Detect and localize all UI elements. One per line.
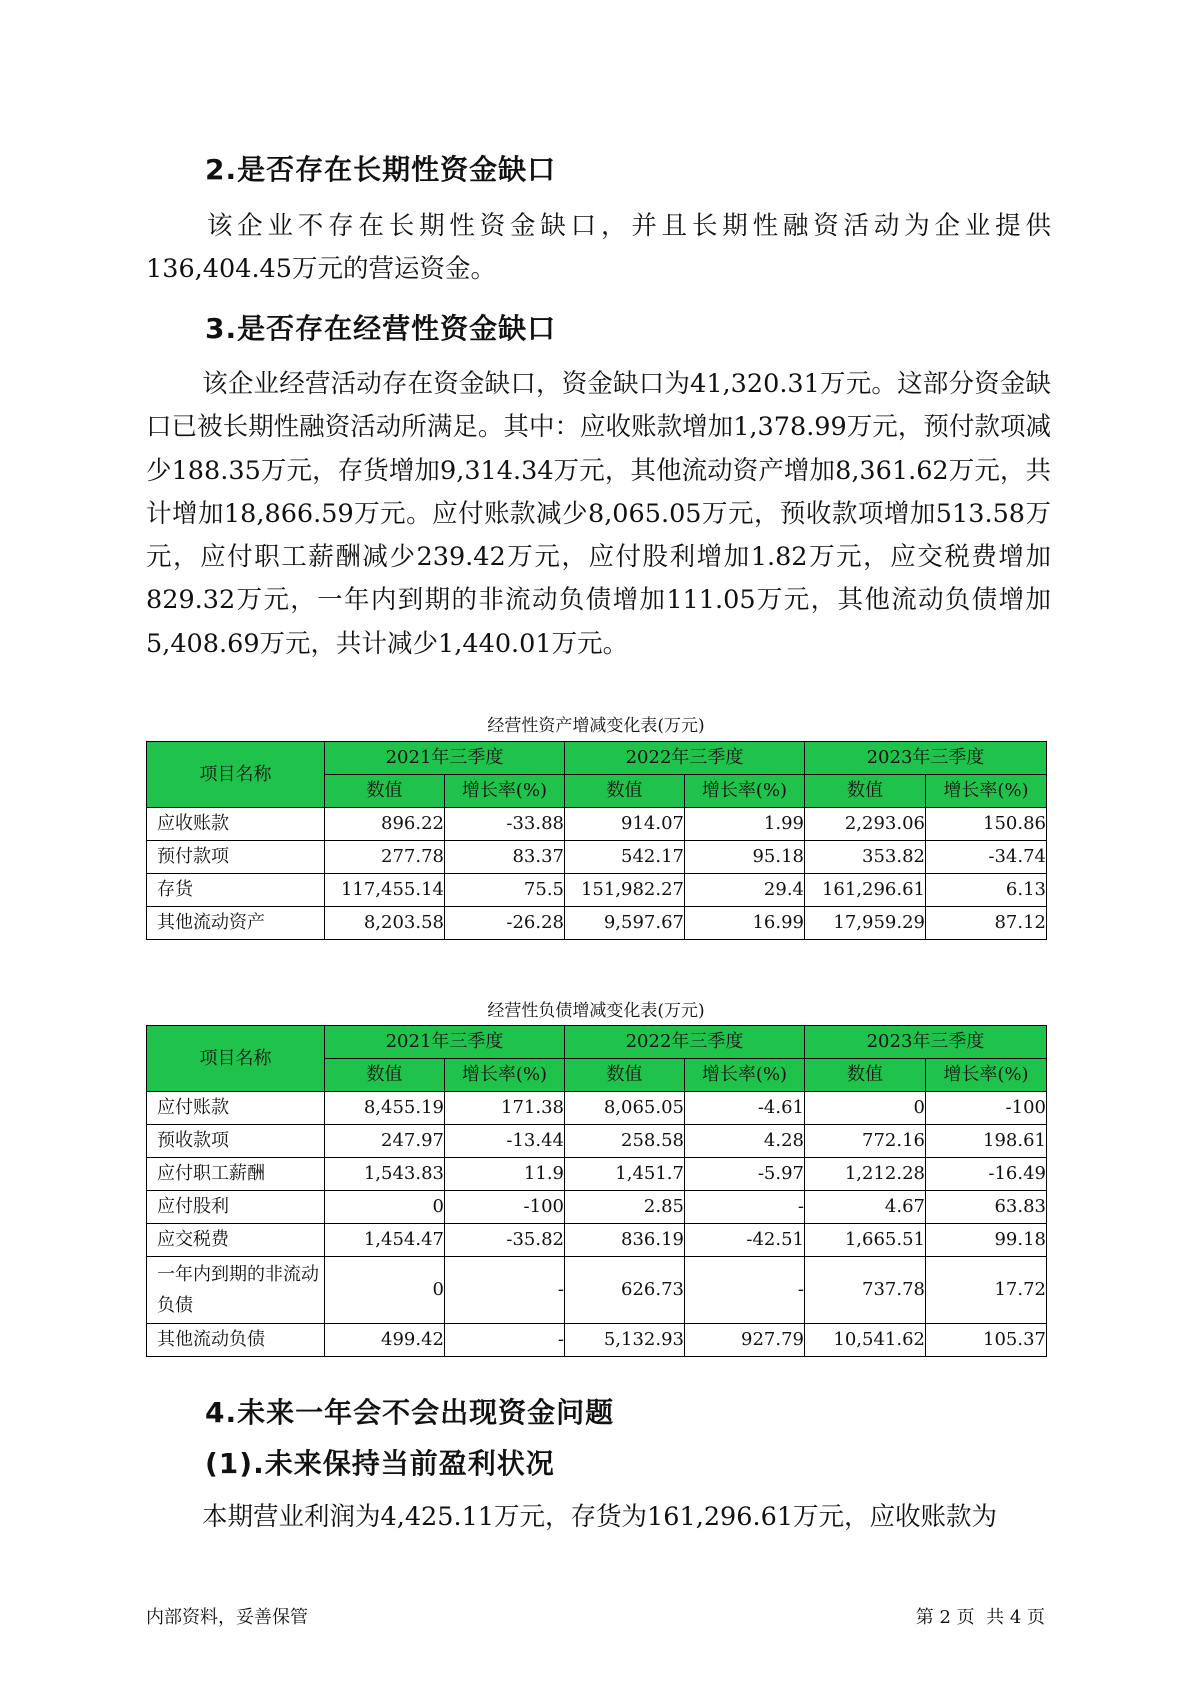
value-cell: 10,541.62 [805, 1324, 926, 1357]
value-cell: 277.78 [325, 841, 445, 874]
growth-cell: -33.88 [445, 808, 565, 841]
table-row [147, 1224, 1047, 1257]
value-cell: 5,132.93 [565, 1324, 685, 1357]
value-cell: 737.78 [805, 1257, 926, 1324]
growth-cell: 105.37 [926, 1324, 1047, 1357]
section-2-paragraph [146, 205, 1051, 292]
assets-table-body [147, 808, 1047, 940]
growth-cell: -26.28 [445, 907, 565, 940]
growth-cell: -100 [926, 1092, 1047, 1125]
header-period-2021: 2021年三季度 [325, 1026, 565, 1059]
table-row [147, 1191, 1047, 1224]
value-cell: 896.22 [325, 808, 445, 841]
footer-page-number: 第 2 页 共 4 页 [915, 1607, 1045, 1628]
liabilities-table-caption: 经营性负债增减变化表(万元) [487, 1001, 705, 1021]
growth-cell: 95.18 [685, 841, 805, 874]
header-period-2022: 2022年三季度 [565, 1026, 805, 1059]
value-cell: 8,065.05 [565, 1092, 685, 1125]
value-cell: 772.16 [805, 1125, 926, 1158]
growth-cell: 99.18 [926, 1224, 1047, 1257]
assets-table [146, 741, 1047, 940]
value-cell: 1,543.83 [325, 1158, 445, 1191]
value-cell: 247.97 [325, 1125, 445, 1158]
header-growth: 增长率(%) [926, 775, 1047, 808]
header-period-2023: 2023年三季度 [805, 1026, 1047, 1059]
table-row [147, 1257, 1047, 1324]
growth-cell: 75.5 [445, 874, 565, 907]
value-cell: 836.19 [565, 1224, 685, 1257]
header-value: 数值 [565, 775, 685, 808]
growth-cell: 198.61 [926, 1125, 1047, 1158]
header-growth: 增长率(%) [685, 1059, 805, 1092]
growth-cell: 63.83 [926, 1191, 1047, 1224]
header-growth: 增长率(%) [685, 775, 805, 808]
header-value: 数值 [805, 775, 926, 808]
header-growth: 增长率(%) [445, 1059, 565, 1092]
header-value: 数值 [805, 1059, 926, 1092]
table-row [147, 808, 1047, 841]
value-cell: 9,597.67 [565, 907, 685, 940]
growth-cell: -13.44 [445, 1125, 565, 1158]
section-2-text: 该企业不存在长期性资金缺口，并且长期性融资活动为企业提供136,404.45万元的营运资金。 [146, 211, 1051, 285]
growth-cell: - [445, 1257, 565, 1324]
growth-cell: -100 [445, 1191, 565, 1224]
row-label: 预付款项 [147, 841, 325, 874]
table-row [147, 907, 1047, 940]
growth-cell: - [685, 1257, 805, 1324]
row-label: 存货 [147, 874, 325, 907]
growth-cell: -35.82 [445, 1224, 565, 1257]
value-cell: 4.67 [805, 1191, 926, 1224]
section-3-heading: 3.是否存在经营性资金缺口 [205, 312, 557, 345]
value-cell: 17,959.29 [805, 907, 926, 940]
header-growth: 增长率(%) [926, 1059, 1047, 1092]
growth-cell: 4.28 [685, 1125, 805, 1158]
growth-cell: 29.4 [685, 874, 805, 907]
value-cell: 117,455.14 [325, 874, 445, 907]
growth-cell: -34.74 [926, 841, 1047, 874]
growth-cell: - [685, 1191, 805, 1224]
growth-cell: 150.86 [926, 808, 1047, 841]
growth-cell: -4.61 [685, 1092, 805, 1125]
value-cell: 914.07 [565, 808, 685, 841]
row-label: 应交税费 [147, 1224, 325, 1257]
header-value: 数值 [325, 775, 445, 808]
value-cell: 258.58 [565, 1125, 685, 1158]
value-cell: 161,296.61 [805, 874, 926, 907]
growth-cell: -5.97 [685, 1158, 805, 1191]
assets-table-caption: 经营性资产增减变化表(万元) [487, 716, 705, 736]
value-cell: 8,455.19 [325, 1092, 445, 1125]
row-label: 应付账款 [147, 1092, 325, 1125]
value-cell: 2,293.06 [805, 808, 926, 841]
value-cell: 151,982.27 [565, 874, 685, 907]
growth-cell: 171.38 [445, 1092, 565, 1125]
growth-cell: 87.12 [926, 907, 1047, 940]
growth-cell: 927.79 [685, 1324, 805, 1357]
header-item-name: 项目名称 [147, 742, 325, 808]
section-4-subheading: (1).未来保持当前盈利状况 [205, 1447, 555, 1480]
value-cell: 353.82 [805, 841, 926, 874]
header-item-name: 项目名称 [147, 1026, 325, 1092]
header-value: 数值 [565, 1059, 685, 1092]
growth-cell: 83.37 [445, 841, 565, 874]
table-row [147, 1125, 1047, 1158]
growth-cell: 16.99 [685, 907, 805, 940]
value-cell: 0 [805, 1092, 926, 1125]
value-cell: 1,212.28 [805, 1158, 926, 1191]
table-row [147, 874, 1047, 907]
growth-cell: 17.72 [926, 1257, 1047, 1324]
table-row [147, 1324, 1047, 1357]
value-cell: 542.17 [565, 841, 685, 874]
row-label: 应付股利 [147, 1191, 325, 1224]
value-cell: 1,451.7 [565, 1158, 685, 1191]
header-period-2023: 2023年三季度 [805, 742, 1047, 775]
section-3-text: 该企业经营活动存在资金缺口，资金缺口为41,320.31万元。这部分资金缺口已被长期性融资活动所满足。其中：应收账款增加1,378.99万元，预付款项减少188.35万元，存货增加9,314.34万元，其他流动资产增加8,361.62万元，共计增加18,866.59万元。应付账款减少8,065.05万元，预收款项增加513.58万元，应付职工薪酬减少239.42万元，应付股利增加1.82万元，应交税费增加829.32万元，一年内到期的非流动负债增加111.05万元，其他流动负债增加5,408.69万元，共计减少1,440.01万元。 [146, 369, 1051, 659]
header-period-2022: 2022年三季度 [565, 742, 805, 775]
row-label: 一年内到期的非流动负债 [147, 1257, 325, 1324]
section-4-text: 本期营业利润为4,425.11万元，存货为161,296.61万元，应收账款为 [202, 1502, 998, 1532]
liabilities-table-body [147, 1092, 1047, 1357]
value-cell: 2.85 [565, 1191, 685, 1224]
value-cell: 8,203.58 [325, 907, 445, 940]
value-cell: 1,454.47 [325, 1224, 445, 1257]
growth-cell: 11.9 [445, 1158, 565, 1191]
table-row [147, 1092, 1047, 1125]
growth-cell: -16.49 [926, 1158, 1047, 1191]
value-cell: 499.42 [325, 1324, 445, 1357]
table-row [147, 841, 1047, 874]
row-label: 其他流动负债 [147, 1324, 325, 1357]
table-row [147, 1158, 1047, 1191]
header-growth: 增长率(%) [445, 775, 565, 808]
row-label: 预收款项 [147, 1125, 325, 1158]
header-period-2021: 2021年三季度 [325, 742, 565, 775]
value-cell: 0 [325, 1257, 445, 1324]
section-3-paragraph [146, 363, 1051, 666]
header-value: 数值 [325, 1059, 445, 1092]
footer-left: 内部资料，妥善保管 [146, 1607, 308, 1628]
section-4-heading: 4.未来一年会不会出现资金问题 [205, 1396, 615, 1429]
growth-cell: 6.13 [926, 874, 1047, 907]
row-label: 其他流动资产 [147, 907, 325, 940]
section-2-heading: 2.是否存在长期性资金缺口 [205, 153, 557, 186]
liabilities-table [146, 1025, 1047, 1357]
growth-cell: - [445, 1324, 565, 1357]
section-4-paragraph [146, 1496, 1051, 1539]
growth-cell: -42.51 [685, 1224, 805, 1257]
growth-cell: 1.99 [685, 808, 805, 841]
value-cell: 0 [325, 1191, 445, 1224]
row-label: 应付职工薪酬 [147, 1158, 325, 1191]
row-label: 应收账款 [147, 808, 325, 841]
value-cell: 626.73 [565, 1257, 685, 1324]
value-cell: 1,665.51 [805, 1224, 926, 1257]
